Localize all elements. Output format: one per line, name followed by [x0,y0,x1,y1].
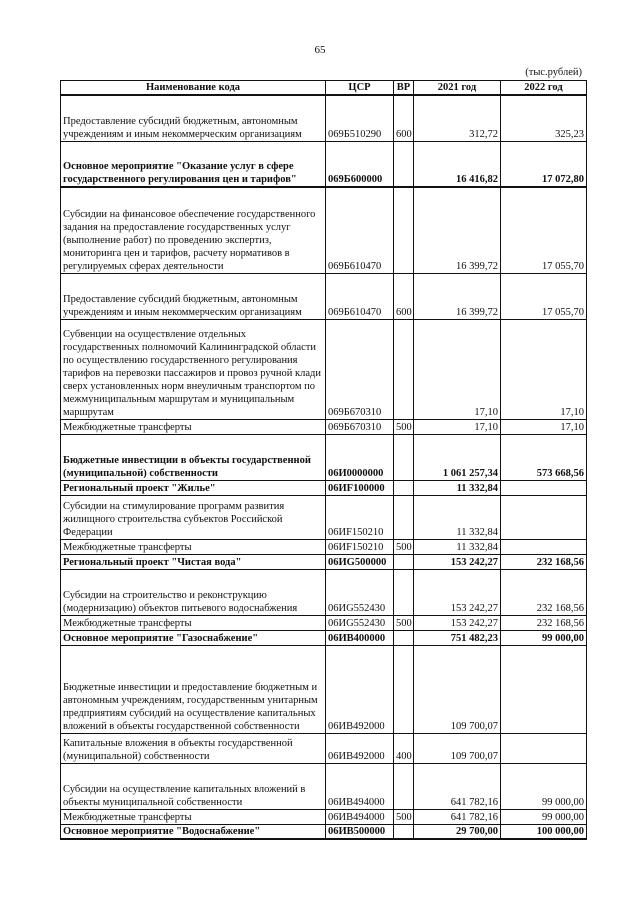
row-csr: 06ИВ494000 [326,763,394,809]
table-row [61,495,587,539]
row-2022: 232 168,56 [501,569,587,615]
row-csr: 06ИВ492000 [326,645,394,733]
row-name: Основное мероприятие "Водоснабжение" [61,824,326,839]
row-2021: 751 482,23 [414,630,501,645]
row-vr [394,480,414,495]
table-row [61,824,587,839]
table-row [61,630,587,645]
table-row [61,480,587,495]
row-csr: 069Б510290 [326,95,394,141]
row-csr: 069Б670310 [326,419,394,434]
row-csr: 06ИВ492000 [326,733,394,763]
table-row [61,95,587,141]
header-2022: 2022 год [501,81,587,96]
row-name: Межбюджетные трансферты [61,615,326,630]
row-csr: 069Б610470 [326,273,394,319]
row-2021: 17,10 [414,319,501,419]
row-vr [394,554,414,569]
row-name: Региональный проект "Жилье" [61,480,326,495]
row-vr [394,763,414,809]
row-2021: 11 332,84 [414,539,501,554]
row-2021: 11 332,84 [414,480,501,495]
table-row [61,645,587,733]
row-2022: 17 055,70 [501,187,587,273]
table-row [61,273,587,319]
row-csr: 06ИG552430 [326,615,394,630]
row-csr: 06ИВ500000 [326,824,394,839]
row-2021: 312,72 [414,95,501,141]
row-vr [394,319,414,419]
header-vr: ВР [394,81,414,96]
row-vr [394,187,414,273]
table-row [61,615,587,630]
row-2022 [501,495,587,539]
row-name: Субсидии на стимулирование программ развития жилищного строительства субъектов Российской Федерации [61,495,326,539]
row-name: Основное мероприятие "Газоснабжение" [61,630,326,645]
row-name: Субсидии на осуществление капитальных вложений в объекты муниципальной собственности [61,763,326,809]
row-vr [394,645,414,733]
row-name: Субвенции на осуществление отдельных государственных полномочий Калининградской области по осуществлению государственного регулирования тарифов на перевозки пассажиров и провоз ручной клади сверх установленных норм внеуличным транспортом по межмуниципальным маршрутам и муниципальным маршрутам [61,319,326,419]
row-csr: 06И0000000 [326,434,394,480]
table-row [61,434,587,480]
row-vr: 600 [394,273,414,319]
row-2021: 153 242,27 [414,615,501,630]
row-csr: 06ИF150210 [326,495,394,539]
row-2022 [501,539,587,554]
row-csr: 06ИВ400000 [326,630,394,645]
table-row [61,141,587,187]
page-number: 65 [314,44,326,56]
row-2021: 11 332,84 [414,495,501,539]
row-2021: 153 242,27 [414,569,501,615]
row-csr: 069Б670310 [326,319,394,419]
row-2022 [501,733,587,763]
row-vr: 500 [394,615,414,630]
row-name: Межбюджетные трансферты [61,809,326,824]
row-csr: 06ИG500000 [326,554,394,569]
table-row [61,539,587,554]
row-vr: 400 [394,733,414,763]
row-2022: 325,23 [501,95,587,141]
header-csr: ЦСР [326,81,394,96]
row-2021: 16 399,72 [414,187,501,273]
row-2021: 16 399,72 [414,273,501,319]
row-vr [394,141,414,187]
table-row [61,419,587,434]
row-2022: 99 000,00 [501,809,587,824]
row-2022: 17 055,70 [501,273,587,319]
row-vr: 500 [394,809,414,824]
row-name: Региональный проект "Чистая вода" [61,554,326,569]
table-row [61,554,587,569]
row-vr [394,569,414,615]
row-2022: 100 000,00 [501,824,587,839]
table-header-row [61,81,587,96]
table-row [61,809,587,824]
row-vr [394,630,414,645]
table-row [61,319,587,419]
row-csr: 06ИG552430 [326,569,394,615]
row-csr: 06ИВ494000 [326,809,394,824]
row-csr: 069Б610470 [326,187,394,273]
row-2021: 641 782,16 [414,763,501,809]
row-name: Основное мероприятие "Оказание услуг в сфере государственного регулирования цен и тарифов" [61,141,326,187]
table-row [61,763,587,809]
row-2022: 99 000,00 [501,763,587,809]
row-2021: 109 700,07 [414,733,501,763]
row-name: Бюджетные инвестиции в объекты государственной (муниципальной) собственности [61,434,326,480]
row-2022: 232 168,56 [501,554,587,569]
table-row [61,733,587,763]
row-name: Субсидии на финансовое обеспечение государственного задания на предоставление государственных услуг (выполнение работ) по проведению экспертиз, мониторинга цен и тарифов, расчету нормативов в регулируемых сферах деятельности [61,187,326,273]
row-2022: 17 072,80 [501,141,587,187]
row-name: Предоставление субсидий бюджетным, автономным учреждениям и иным некоммерческим организациям [61,273,326,319]
units-label: (тыс.рублей) [525,67,582,78]
row-vr [394,824,414,839]
row-name: Бюджетные инвестиции и предоставление бюджетным и автономным учреждениям, государственным унитарным предприятиям субсидий на осуществление капитальных вложений в объекты государственной собственности [61,645,326,733]
row-2021: 16 416,82 [414,141,501,187]
row-csr: 06ИF100000 [326,480,394,495]
row-name: Предоставление субсидий бюджетным, автономным учреждениям и иным некоммерческим организациям [61,95,326,141]
header-name: Наименование кода [61,81,326,96]
row-vr [394,495,414,539]
table-row [61,569,587,615]
header-2021: 2021 год [414,81,501,96]
row-2022: 17,10 [501,419,587,434]
row-name: Межбюджетные трансферты [61,539,326,554]
row-2022: 232 168,56 [501,615,587,630]
row-vr: 600 [394,95,414,141]
row-2021: 1 061 257,34 [414,434,501,480]
row-2022: 99 000,00 [501,630,587,645]
row-name: Межбюджетные трансферты [61,419,326,434]
table-row [61,187,587,273]
row-csr: 069Б600000 [326,141,394,187]
row-2021: 109 700,07 [414,645,501,733]
row-2022 [501,645,587,733]
row-csr: 06ИF150210 [326,539,394,554]
row-name: Капитальные вложения в объекты государственной (муниципальной) собственности [61,733,326,763]
row-2021: 153 242,27 [414,554,501,569]
row-2022 [501,480,587,495]
row-vr: 500 [394,419,414,434]
row-name: Субсидии на строительство и реконструкцию (модернизацию) объектов питьевого водоснабжения [61,569,326,615]
row-vr [394,434,414,480]
row-2022: 573 668,56 [501,434,587,480]
row-2021: 641 782,16 [414,809,501,824]
row-2021: 29 700,00 [414,824,501,839]
row-2021: 17,10 [414,419,501,434]
row-2022: 17,10 [501,319,587,419]
budget-table [60,80,587,840]
row-vr: 500 [394,539,414,554]
